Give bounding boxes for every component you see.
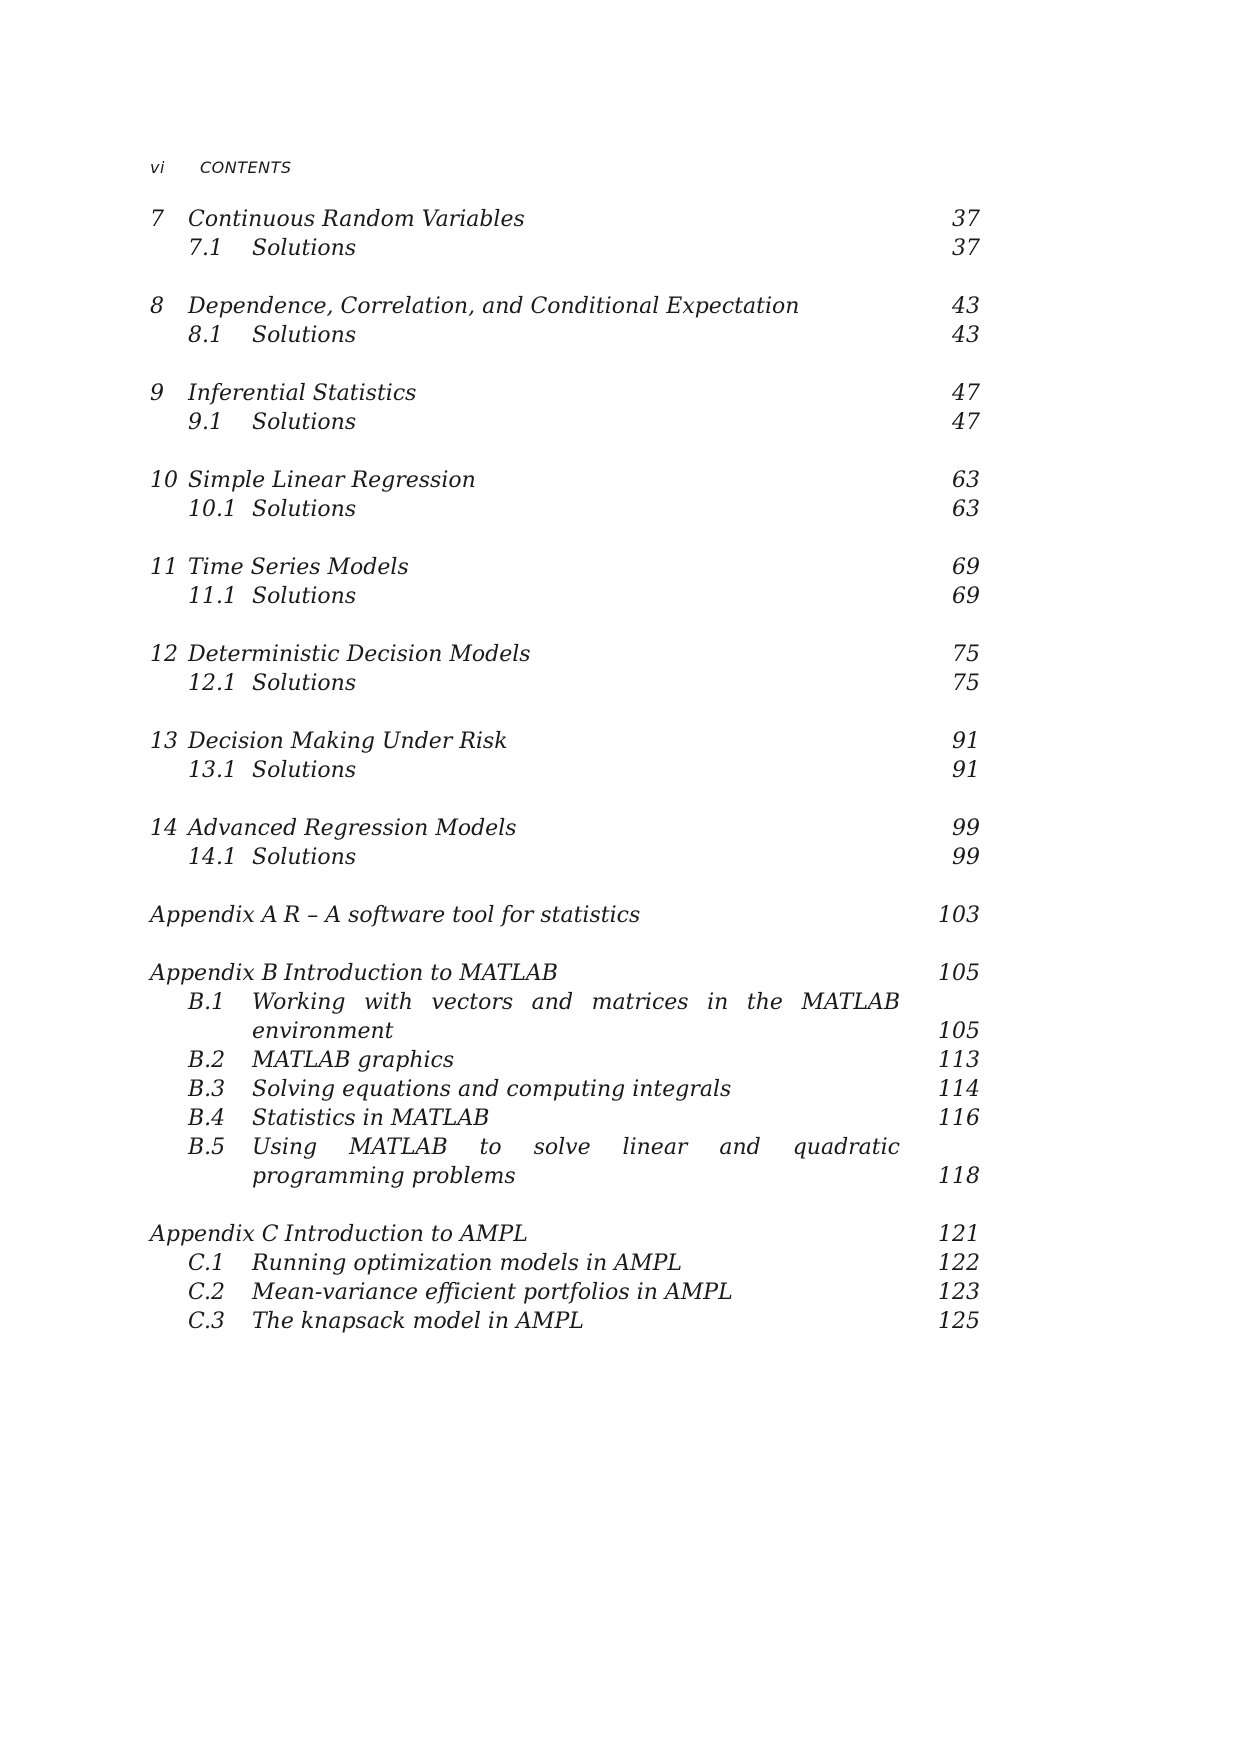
toc-section-entry[interactable] — [150, 1104, 980, 1133]
section-number: B.4 — [188, 1106, 226, 1131]
section-number: 10.1 — [188, 497, 237, 522]
chapter-title: Time Series Models — [188, 555, 409, 580]
section-title: Statistics in MATLAB — [252, 1106, 490, 1131]
toc-chapter-block — [150, 727, 980, 785]
chapter-number: 9 — [150, 381, 164, 406]
section-page-number: 116 — [938, 1106, 980, 1131]
section-number: C.1 — [188, 1251, 226, 1276]
section-page-number: 118 — [938, 1164, 980, 1189]
table-of-contents — [150, 205, 980, 1336]
chapter-title: Deterministic Decision Models — [188, 642, 531, 667]
toc-section-entry[interactable] — [150, 1249, 980, 1278]
toc-chapter-entry[interactable] — [150, 466, 980, 495]
chapter-title: Introduction to AMPL — [284, 1222, 528, 1247]
section-number: C.2 — [188, 1280, 226, 1305]
running-head — [150, 158, 292, 177]
chapter-number: 10 — [150, 468, 178, 493]
toc-section-entry[interactable] — [150, 669, 980, 698]
toc-section-entry[interactable] — [150, 1133, 980, 1191]
section-page-number: 113 — [938, 1048, 980, 1073]
section-number: 8.1 — [188, 323, 223, 348]
running-head-page-number: vi — [150, 158, 165, 177]
section-title: Solutions — [252, 671, 357, 696]
section-number: B.5 — [188, 1135, 226, 1160]
toc-section-entry[interactable] — [150, 1046, 980, 1075]
toc-section-entry[interactable] — [150, 1278, 980, 1307]
section-page-number: 43 — [952, 323, 980, 348]
toc-section-entry[interactable] — [150, 495, 980, 524]
section-page-number: 123 — [938, 1280, 980, 1305]
chapter-number: 12 — [150, 642, 178, 667]
toc-chapter-entry[interactable] — [150, 553, 980, 582]
toc-section-entry[interactable] — [150, 843, 980, 872]
toc-section-entry[interactable] — [150, 756, 980, 785]
section-number: B.3 — [188, 1077, 226, 1102]
section-page-number: 63 — [952, 497, 980, 522]
section-title: Solutions — [252, 236, 357, 261]
chapter-number: 8 — [150, 294, 164, 319]
toc-chapter-entry[interactable] — [150, 959, 980, 988]
chapter-page-number: 99 — [952, 816, 980, 841]
section-page-number: 37 — [952, 236, 980, 261]
section-title: Solutions — [252, 845, 357, 870]
toc-chapter-entry[interactable] — [150, 379, 980, 408]
section-number: 11.1 — [188, 584, 237, 609]
toc-chapter-block — [150, 901, 980, 930]
section-title: Solutions — [252, 758, 357, 783]
section-page-number: 122 — [938, 1251, 980, 1276]
chapter-page-number: 121 — [938, 1222, 980, 1247]
section-page-number: 105 — [938, 1019, 980, 1044]
section-page-number: 125 — [938, 1309, 980, 1334]
chapter-page-number: 43 — [952, 294, 980, 319]
chapter-page-number: 103 — [938, 903, 980, 928]
toc-chapter-block — [150, 1220, 980, 1336]
toc-section-entry[interactable] — [150, 988, 980, 1046]
section-page-number: 114 — [938, 1077, 980, 1102]
chapter-number: Appendix C — [150, 1222, 279, 1247]
section-title: Using MATLAB to solve linear and quadratic programming problems — [252, 1135, 900, 1189]
section-title: Mean-variance efficient portfolios in AMPL — [252, 1280, 733, 1305]
toc-chapter-entry[interactable] — [150, 292, 980, 321]
section-number: C.3 — [188, 1309, 226, 1334]
chapter-page-number: 75 — [952, 642, 980, 667]
section-number: 14.1 — [188, 845, 237, 870]
section-page-number: 75 — [952, 671, 980, 696]
toc-chapter-block — [150, 640, 980, 698]
toc-section-entry[interactable] — [150, 321, 980, 350]
toc-chapter-block — [150, 466, 980, 524]
running-head-title: CONTENTS — [200, 158, 292, 177]
section-number: 7.1 — [188, 236, 223, 261]
toc-chapter-block — [150, 553, 980, 611]
chapter-page-number: 69 — [952, 555, 980, 580]
section-title: Solutions — [252, 323, 357, 348]
section-title: Solving equations and computing integrals — [252, 1077, 732, 1102]
toc-chapter-entry[interactable] — [150, 901, 980, 930]
section-page-number: 99 — [952, 845, 980, 870]
section-title: The knapsack model in AMPL — [252, 1309, 584, 1334]
chapter-title: Advanced Regression Models — [188, 816, 517, 841]
section-title: MATLAB graphics — [252, 1048, 455, 1073]
toc-chapter-entry[interactable] — [150, 814, 980, 843]
chapter-title: Decision Making Under Risk — [188, 729, 508, 754]
chapter-page-number: 63 — [952, 468, 980, 493]
section-number: B.2 — [188, 1048, 226, 1073]
toc-chapter-block — [150, 292, 980, 350]
toc-chapter-entry[interactable] — [150, 1220, 980, 1249]
chapter-title: R – A software tool for statistics — [283, 903, 641, 928]
chapter-number: 14 — [150, 816, 178, 841]
toc-section-entry[interactable] — [150, 408, 980, 437]
chapter-number: 13 — [150, 729, 178, 754]
chapter-title: Inferential Statistics — [188, 381, 417, 406]
toc-chapter-block — [150, 205, 980, 263]
section-page-number: 69 — [952, 584, 980, 609]
chapter-title: Introduction to MATLAB — [283, 961, 558, 986]
toc-chapter-block — [150, 379, 980, 437]
toc-section-entry[interactable] — [150, 1307, 980, 1336]
toc-section-entry[interactable] — [150, 582, 980, 611]
toc-chapter-entry[interactable] — [150, 640, 980, 669]
chapter-title: Dependence, Correlation, and Conditional Expectation — [188, 294, 800, 319]
section-number: 12.1 — [188, 671, 237, 696]
toc-section-entry[interactable] — [150, 1075, 980, 1104]
toc-chapter-entry[interactable] — [150, 727, 980, 756]
section-page-number: 91 — [952, 758, 980, 783]
chapter-number: 7 — [150, 207, 164, 232]
section-title: Solutions — [252, 410, 357, 435]
section-title: Solutions — [252, 584, 357, 609]
section-title: Working with vectors and matrices in the MATLAB environment — [252, 990, 900, 1044]
toc-section-entry[interactable] — [150, 234, 980, 263]
section-number: B.1 — [188, 990, 226, 1015]
chapter-page-number: 47 — [952, 381, 980, 406]
chapter-page-number: 105 — [938, 961, 980, 986]
section-title: Solutions — [252, 497, 357, 522]
chapter-title: Continuous Random Variables — [188, 207, 525, 232]
chapter-number: Appendix A — [150, 903, 278, 928]
chapter-page-number: 91 — [952, 729, 980, 754]
chapter-title: Simple Linear Regression — [188, 468, 476, 493]
section-number: 13.1 — [188, 758, 237, 783]
chapter-number: Appendix B — [150, 961, 278, 986]
toc-chapter-entry[interactable] — [150, 205, 980, 234]
toc-chapter-block — [150, 959, 980, 1191]
toc-chapter-block — [150, 814, 980, 872]
section-title: Running optimization models in AMPL — [252, 1251, 682, 1276]
section-page-number: 47 — [952, 410, 980, 435]
chapter-number: 11 — [150, 555, 178, 580]
chapter-page-number: 37 — [952, 207, 980, 232]
section-number: 9.1 — [188, 410, 223, 435]
